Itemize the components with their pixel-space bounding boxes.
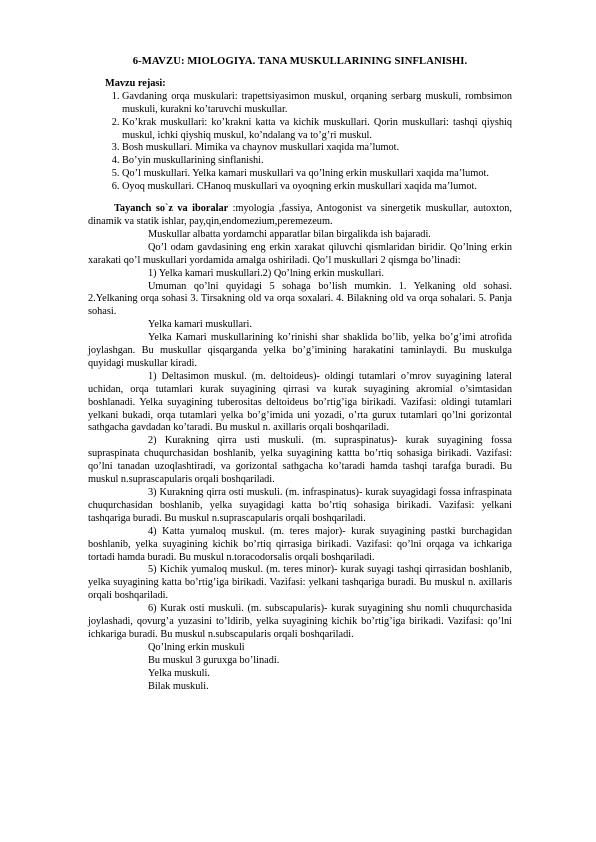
plan-item [122,168,512,181]
body-paragraph: 4) Katta yumaloq muskul. (m. teres major)- kurak suyagining pastki burchagidan boshlanib, yelka suyagining kichik bo’rtiq qirrasiga birikadi. Vazifasi: qo’lni orqaga va ichkariga tortadi hamda buradi. Bu muskul n.toracodorsalis orqali boshqariladi. [88,525,512,563]
body-paragraph: Yelka kamari muskullari. [148,319,252,331]
plan-item-label: Gavdaning orqa muskulari [122,90,235,102]
plan-item [122,142,512,155]
body-paragraph: Qo’l odam gavdasining eng erkin xarakat qiluvchi qismlaridan biridir. Qo’lning erkin xarakati qo’l muskullari yordamida amalga oshiriladi. Qo’l muskullari 2 qismga bo’linadi: [88,241,512,266]
body-paragraph: Yelka muskuli. [148,667,210,679]
page-title: 6-MAVZU: MIOLOGIYA. TANA MUSKULLARINING SINFLANISHI. [132,56,468,67]
plan-item [122,181,512,194]
plan-item-text: Oyoq muskullari. CHanoq muskullari va oyoqning erkin muskullari xaqida ma’lumot. [122,181,477,193]
plan-item-text: Bo’yin muskullarining sinflanishi. [122,155,264,167]
keywords-paragraph [88,203,512,229]
keywords-text: :myologia ,fassiya, Antogonist va sinergetik muskullar, autoxton, dinamik va statik ishlar, pay,qin,endomezium,peremezeum. [88,203,512,227]
keywords-label: Tayanch so`z va iboralar [114,203,229,215]
plan-item [122,155,512,168]
plan-item-text: Ko’krak muskullari: ko’krakni katta va kichik muskullari. Qorin muskullari: tashqi qiyshiq muskul, ichki qiyshiq muskul, ko’ndalang va to’g’ri muskul. [122,116,512,141]
plan-item-text: : trapettsiyasimon muskul, orqaning serbarg muskuli, rombsimon muskuli, kurakni ko’taruvchi muskullar. [122,90,513,115]
body-paragraph: 1) Deltasimon muskul. (m. deltoideus)- oldingi tutamlari o’mrov suyagining lateral uchidan, orqa tutamlari kurak suyagining qirrasi va kurak suyagining akromial o’simtasidan boshlanadi. Yelka suyagining tuberositas deltoideus bo’rtig’iga birikadi. Vazifasi: oldingi tutamlari yelkani bukadi, orqa tutamlari yelka bo’g’imida uni yozadi, o’rta gurux tutamlari qo’lni gorizontal sathgacha gavdadan ko’taradi. Bu muskul n. axillaris orqali boshqariladi. [88,370,512,434]
body-paragraph: Qo’lning erkin muskuli [148,641,245,653]
plan-title: Mavzu rejasi: [105,77,166,89]
plan-item [122,91,512,117]
body-paragraph: Yelka Kamari muskullarining ko’rinishi shar shaklida bo’lib, yelka bo’g’imi atrofida joylashgan. Bu muskullar qisqarganda yelka bo’g’imining harakatini taminlaydi. Bu muskulga quyidagi muskullar kiradi. [88,332,512,369]
body-paragraph: 2) Kurakning qirra usti muskuli. (m. supraspinatus)- kurak suyagining fossa supraspinata chuqurchasidan boshlanib, yelka suyagining kattta bo’rtiq sohasiga birikadi. Vazifasi: qo’lni tanadan uzoqlashtiradi, va gorizontal sathgacha ko’taradi hamda tashqi tarafga buradi. Bu muskul n.suprascapularis orqali boshqariladi. [88,435,512,486]
body-paragraph: 1) Yelka kamari muskullari.2) Qo’lning erkin muskullari. [148,267,384,279]
body-text [88,229,512,694]
plan-item [122,117,512,143]
body-paragraph: Umuman qo’lni quyidagi 5 sohaga bo’lish mumkin. 1. Yelkaning old sohasi. 2.Yelkaning orqa sohasi 3. Tirsakning old va orqa soxalari. 4. Bilakning old va orqa sohalari. 5. Panja sohasi. [88,280,512,318]
body-paragraph: 5) Kichik yumaloq muskul. (m. teres minor)- kurak suyagi tashqi qirrasidan boshlanib, yelka suyagining katta bo’rtig’iga birikadi. Vazifasi: yelkani tashqariga buradi. Bu muskul n. axillaris orqali boshqariladi. [88,564,512,602]
body-paragraph: Bu muskul 3 guruxga bo’linadi. [148,654,280,666]
body-paragraph: Muskullar albatta yordamchi apparatlar bilan birgalikda ish bajaradi. [148,228,431,240]
body-paragraph: 6) Kurak osti muskuli. (m. subscapularis)- kurak suyagining shu nomli chuqurchasida joylashadi, qovurg’a yuzasini to’ldirib, yelka suyagining kichik bo’rtig’iga birikadi. Vazifasi: qo’lni ichkariga buradi. Bu muskul n.subscapularis orqali boshqariladi. [88,603,512,640]
body-paragraph: 3) Kurakning qirra osti muskuli. (m. infraspinatus)- kurak suyagidagi fossa infraspinata chuqurchasidan boshlanib, yelka suyagidagi katta bo’rtiq sohasiga birikadi. Vazifasi: yelkani tashqariga buradi. Bu muskul n.suprascapularis orqali boshqariladi. [88,487,512,524]
plan-item-text: Qo’l muskullari. Yelka kamari muskullari va qo’lning erkin muskullari xaqida ma’lumot. [122,168,489,180]
plan-list [88,91,512,194]
plan-item-text: Bosh muskullari. Mimika va chaynov muskullari xaqida ma’lumot. [122,142,400,154]
body-paragraph: Bilak muskuli. [148,680,209,692]
